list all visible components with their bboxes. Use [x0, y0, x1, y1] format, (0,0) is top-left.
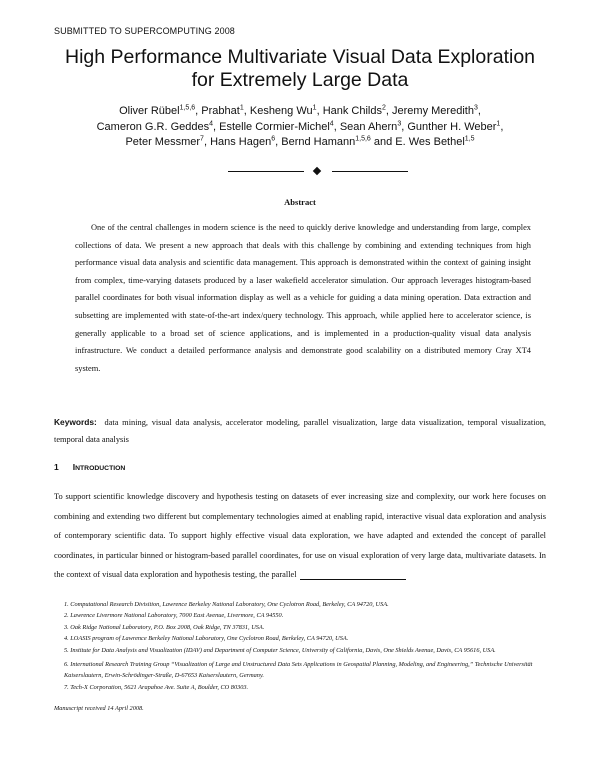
author-name: Kesheng Wu	[249, 105, 313, 117]
title-divider	[228, 167, 408, 177]
author-affiliation: 1,5	[464, 135, 475, 143]
author-affiliation: 4	[329, 119, 334, 127]
author-line-2: Cameron G.R. Geddes$^4$, Estelle Cormier-Michel$^4$, Sean Ahern$^3$, Gunther H. Weber$^1$,	[96, 119, 504, 133]
author-name: Sean Ahern	[339, 120, 398, 133]
author-affiliation: 7	[200, 135, 204, 143]
author-affiliation: 1	[312, 104, 317, 112]
abstract-text: One of the central challenges in modern science is the need to quickly derive knowledge and understanding from large, complex collections of data. We present a new approach that deals with this challenge by combining and extending techniques from high performance visual data analysis and scientific data management. This approach is demonstrated within the context of gaining insight from complex, time-varying datasets produced by a laser wakefield accelerator simulation. Our approach leverages histogram-based parallel coordinates for both visual information display as well as a vehicle for guiding a data mining operation. Data extraction and subsetting are implemented with state-of-the-art index/query technology. This approach, while applied here to accelerator science, is generally applicable to a broad set of science applications, and is implemented in a production-quality visual data analysis infrastructure. We conduct a detailed performance analysis and demonstrate good scalability on a distributed memory Cray XT4 system.	[75, 223, 531, 373]
author-name: Bernd Hamann	[281, 136, 356, 148]
author-affiliation: 4	[209, 119, 214, 127]
author-affiliation: 1,5,6	[179, 104, 196, 112]
author-name: Hank Childs	[322, 105, 382, 117]
abstract-heading: Abstract	[284, 197, 316, 207]
author-list	[30, 104, 570, 151]
author-affiliation: 1	[496, 119, 501, 127]
title-line-2: for Extremely Large Data	[191, 69, 409, 91]
author-name: Gunther H. Weber	[407, 120, 497, 133]
author-name: Hans Hagen	[210, 136, 272, 148]
author-name: Estelle Cormier-Michel	[219, 120, 330, 133]
divider-line-left	[228, 171, 304, 172]
footnotes	[64, 599, 548, 693]
keywords	[54, 414, 546, 448]
author-name: Prabhat	[201, 105, 240, 117]
author-line-3: Peter Messmer$^7$, Hans Hagen$^6$, Bernd Hamann$^{1,5,6}$ and E. Wes Bethel$^{1,5}$	[125, 135, 475, 148]
section-heading-introduction	[54, 462, 125, 472]
footnote-6: 6. International Research Training Group “Visualization of Large and Unstructured Data Sets Applications in Geospatial Planning, Modeling, and Engineering,” Technische Universität Kaiserslautern, Erwin-Schrödinger-Straße, D-67653 Kaiserslautern, Germany.	[64, 661, 533, 680]
introduction-paragraph: To support scientific knowledge discovery and hypothesis testing on datasets of ever increasing size and complexity, our work here focuses on combining and extending two different but complementary technologies aimed at enabling rapid, interactive visual data exploration and analysis of contemporary scientific data. To support highly effective visual data exploration, we have adapted and extended the concept of parallel coordinates, in particular binned or histogram-based parallel coordinates, for use on visual exploration of very large data, multivariate datasets. In the context of visual data exploration and hypothesis testing, the parallel	[54, 492, 546, 580]
footnote-3: 3. Oak Ridge National Laboratory, P.O. Box 2008, Oak Ridge, TN 37831, USA.	[64, 623, 265, 631]
author-line-1: Oliver Rübel$^{1,5,6}$, Prabhat$^1$, Kesheng Wu$^1$, Hank Childs$^2$, Jeremy Meredith$^3$,	[119, 104, 481, 117]
section-number: 1	[54, 462, 59, 472]
footnote-7: 7. Tech-X Corporation, 5621 Arapahoe Ave. Suite A, Boulder, CO 80303.	[64, 683, 249, 691]
author-name: Peter Messmer	[125, 136, 201, 148]
header-note: SUBMITTED TO SUPERCOMPUTING 2008	[54, 26, 235, 36]
manuscript-note: Manuscript received 14 April 2008.	[54, 705, 144, 712]
author-affiliation: 1	[239, 104, 244, 112]
paper-title	[30, 46, 570, 92]
author-affiliation: 6	[271, 135, 276, 143]
author-name: Jeremy Meredith	[392, 105, 474, 117]
keywords-text: data mining, visual data analysis, accelerator modeling, parallel visualization, large data visualization, temporal visualization, temporal data analysis	[54, 418, 546, 444]
diamond-ornament-icon	[313, 167, 321, 175]
author-affiliation: 3	[397, 119, 402, 127]
section-title: INTRODUCTION	[72, 462, 126, 472]
author-affiliation: 3	[473, 104, 478, 112]
keywords-label: Keywords:	[54, 417, 97, 427]
footnote-5: 5. Institute for Data Analysis and Visualization (IDAV) and Department of Computer Science, University of California, Davis, One Shields Avenue, Davis, CA 95616, USA.	[64, 646, 496, 654]
author-name: Cameron G.R. Geddes	[96, 120, 210, 133]
author-affiliation: 2	[382, 104, 386, 112]
title-line-1: High Performance Multivariate Visual Data Exploration	[64, 46, 536, 68]
footnote-rule	[300, 579, 406, 580]
author-affiliation: 1,5,6	[355, 135, 371, 143]
footnote-1: 1. Computational Research Divisition, Lawrence Berkeley National Laboratory, One Cyclotron Road, Berkeley, CA 94720, USA.	[64, 601, 389, 608]
divider-line-right	[332, 171, 408, 172]
author-name: E. Wes Bethel	[395, 136, 465, 148]
footnote-4: 4. LOASIS program of Lawrence Berkeley National Laboratory, One Cyclotron Road, Berkeley, CA 94720, USA.	[64, 635, 349, 643]
author-name: Oliver Rübel	[119, 105, 180, 117]
footnote-2: 2. Lawrence Livermore National Laboratory, 7000 East Avenue, Livermore, CA 94550.	[64, 612, 284, 620]
